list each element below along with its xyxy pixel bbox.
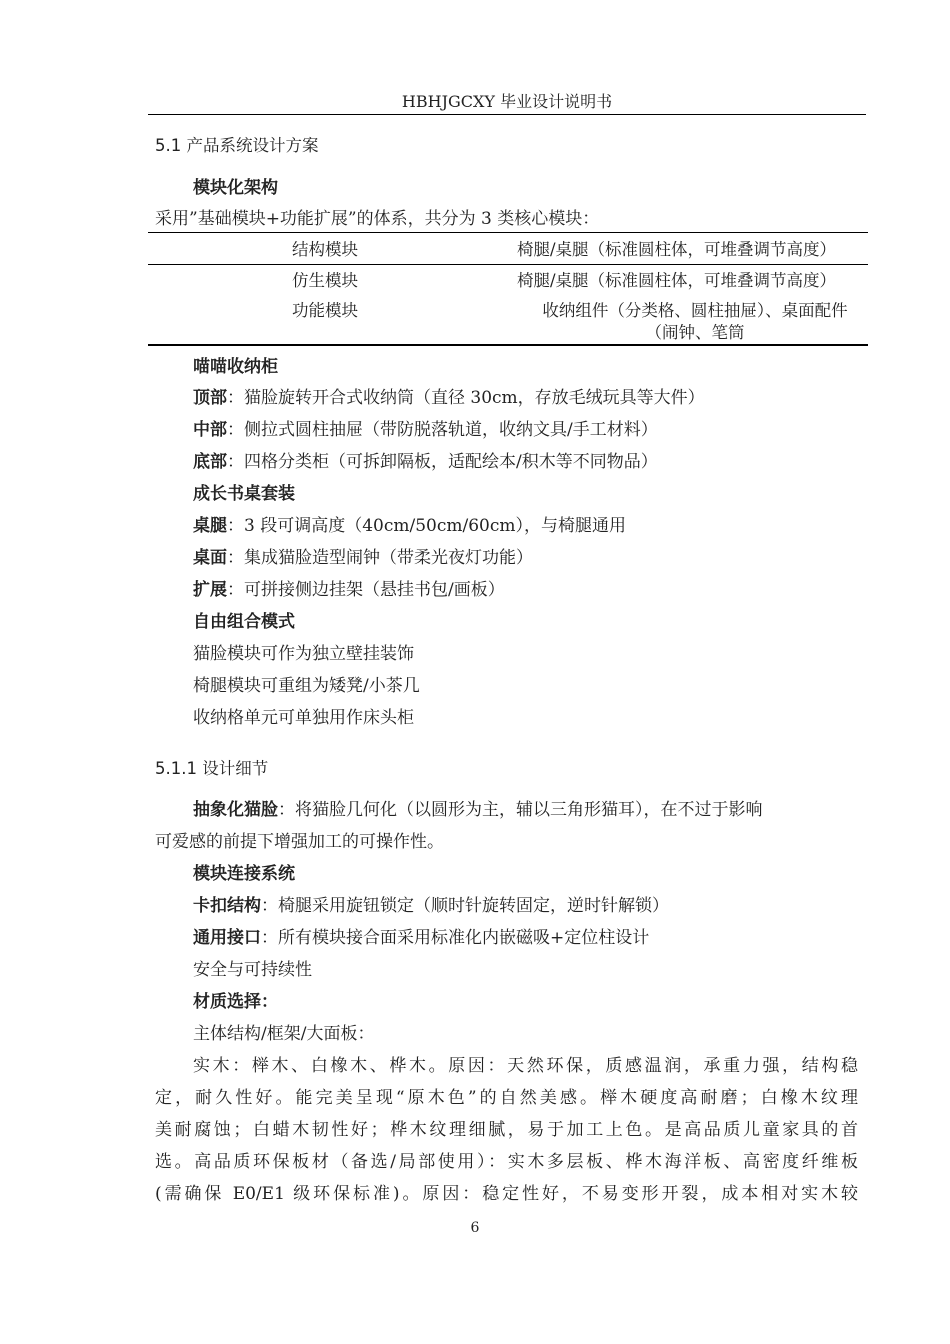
modular-heading: 模块化架构: [193, 178, 278, 198]
paragraph-line: 定，耐久性好。能完美呈现“原木色”的自然美感。榉木硬度高耐磨；白橡木纹理: [155, 1088, 858, 1108]
paragraph-line: (需确保 E0/E1 级环保标准)。原因：稳定性好，不易变形开裂，成本相对实木较: [155, 1184, 858, 1204]
cabinet-bottom-line: [193, 449, 658, 475]
header-title: HBHJGCXY 毕业设计说明书: [401, 92, 613, 111]
cabinet-heading: 喵喵收纳柜: [193, 357, 278, 377]
text: ：将猫脸几何化（以圆形为主，辅以三角形猫耳），在不过于影响: [278, 800, 763, 820]
paragraph-line: 实木：榉木、白橡木、桦木。原因：天然环保，质感温润，承重力强，结构稳: [193, 1056, 858, 1076]
label: 抽象化猫脸: [193, 800, 278, 820]
interface-line: [193, 925, 649, 951]
snap-line: [193, 893, 669, 919]
table-bottom-rule: [148, 344, 868, 346]
material-heading: 材质选择：: [193, 992, 278, 1012]
desk-ext-line: [193, 577, 505, 603]
label: 扩展: [193, 580, 227, 600]
list-item: 椅腿模块可重组为矮凳/小茶几: [193, 676, 420, 696]
header-rule: [148, 114, 866, 115]
main-structure-line: 主体结构/框架/大面板：: [193, 1024, 375, 1044]
list-item: 收纳格单元可单独用作床头柜: [193, 708, 414, 728]
desk-legs-line: [193, 513, 626, 539]
safety-line: 安全与可持续性: [193, 960, 312, 980]
label: 桌腿: [193, 516, 227, 536]
table-top-rule: [148, 232, 868, 233]
cabinet-mid-line: [193, 417, 658, 443]
connection-heading: 模块连接系统: [193, 864, 295, 884]
list-item: 猫脸模块可作为独立壁挂装饰: [193, 644, 414, 664]
abstract-line-1: [193, 797, 858, 823]
text: ：猫脸旋转开合式收纳筒（直径 30cm，存放毛绒玩具等大件）: [227, 388, 705, 408]
table-cell-desc: 椅腿/桌腿（标准圆柱体，可堆叠调节高度）: [517, 240, 837, 259]
abstract-line-2: 可爱感的前提下增强加工的可操作性。: [155, 832, 444, 852]
section-title-5-1-1: 5.1.1 设计细节: [155, 759, 269, 778]
label: 中部: [193, 420, 227, 440]
paragraph-line: 选。高品质环保板材（备选/局部使用）：实木多层板、桦木海洋板、高密度纤维板: [155, 1152, 858, 1172]
text: ：集成猫脸造型闹钟（带柔光夜灯功能）: [227, 548, 533, 568]
table-cell-name: 结构模块: [292, 240, 358, 259]
label: 卡扣结构: [193, 896, 261, 916]
table-cell-desc: 椅腿/桌腿（标准圆柱体，可堆叠调节高度）: [517, 271, 837, 290]
label: 通用接口: [193, 928, 261, 948]
modular-intro: 采用”基础模块+功能扩展”的体系，共分为 3 类核心模块：: [155, 209, 600, 229]
text: ：椅腿采用旋钮锁定（顺时针旋转固定，逆时针解锁）: [261, 896, 669, 916]
text: ：侧拉式圆柱抽屉（带防脱落轨道，收纳文具/手工材料）: [227, 420, 658, 440]
desk-heading: 成长书桌套装: [193, 484, 295, 504]
text: ：3 段可调高度（40cm/50cm/60cm），与椅腿通用: [227, 516, 626, 536]
cabinet-top-line: [193, 385, 705, 411]
table-cell-name: 仿生模块: [292, 271, 358, 290]
section-title-5-1: 5.1 产品系统设计方案: [155, 136, 319, 155]
table-cell-name: 功能模块: [292, 301, 358, 320]
label: 底部: [193, 452, 227, 472]
page-number: 6: [470, 1220, 480, 1236]
label: 桌面: [193, 548, 227, 568]
table-cell-desc: 收纳组件（分类格、圆柱抽屉）、桌面配件（闹钟、笔筒: [542, 301, 848, 342]
table-header-rule: [148, 264, 868, 265]
text: ：所有模块接合面采用标准化内嵌磁吸+定位柱设计: [261, 928, 650, 948]
desk-top-line: [193, 545, 533, 571]
free-heading: 自由组合模式: [193, 612, 295, 632]
paragraph-line: 美耐腐蚀；白蜡木韧性好；桦木纹理细腻，易于加工上色。是高品质儿童家具的首: [155, 1120, 858, 1140]
text: ：四格分类柜（可拆卸隔板，适配绘本/积木等不同物品）: [227, 452, 658, 472]
text: ：可拼接侧边挂架（悬挂书包/画板）: [227, 580, 505, 600]
label: 顶部: [193, 388, 227, 408]
